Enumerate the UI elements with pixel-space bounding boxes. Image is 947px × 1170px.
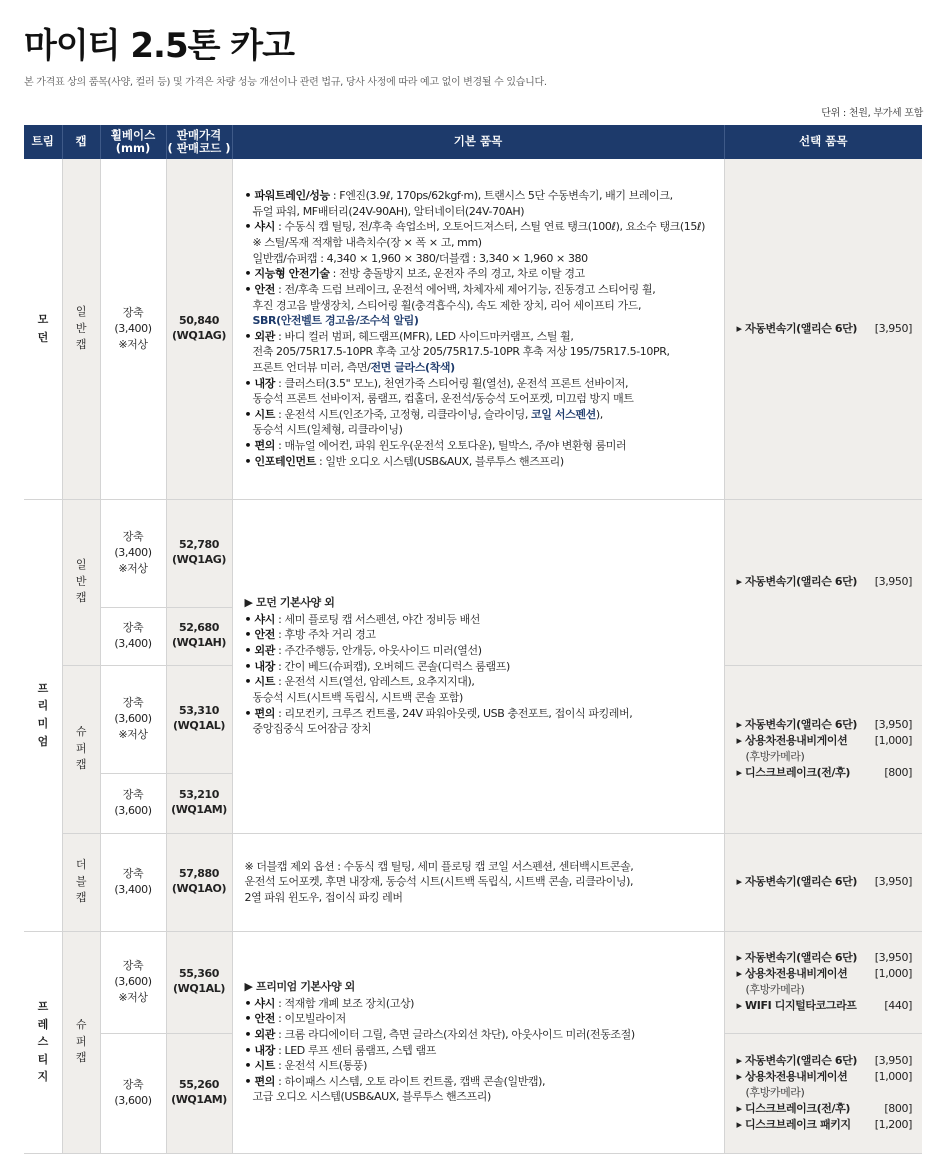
wheelbase-cell: 장축 (3,600) <box>100 1033 166 1153</box>
premium-double-options: ▸ 자동변속기(앨리슨 6단) [3,950] <box>724 833 922 931</box>
wheelbase-cell: 장축 (3,600) ※저상 <box>100 665 166 773</box>
wheelbase-cell: 장축 (3,400) ※저상 <box>100 159 166 499</box>
price-cell: 55,360 (WQ1AL) <box>166 931 232 1033</box>
trim-premium: 프 리 미 엄 <box>24 499 62 931</box>
wheelbase-cell: 장축 (3,400) ※저상 <box>100 499 166 607</box>
table-row <box>24 931 922 1033</box>
wheelbase-cell: 장축 (3,400) <box>100 833 166 931</box>
prestige-highdeck-options: ▸ 자동변속기(앨리슨 6단) [3,950] ▸ 상용차전용내비게이션 [1,000] (후방카메라) ▸ 디스크브레이크(전/후) [800] ▸ 디스크브레이크 패키지 [1,200] <box>724 1033 922 1153</box>
table-row <box>24 159 922 499</box>
wheelbase-cell: 장축 (3,400) <box>100 607 166 665</box>
page-title: 마이티 2.5톤 카고 <box>24 26 294 66</box>
cab-super: 슈 퍼 캡 <box>62 931 100 1153</box>
price-cell: 52,680 (WQ1AH) <box>166 607 232 665</box>
prestige-lowdeck-options: ▸ 자동변속기(앨리슨 6단) [3,950] ▸ 상용차전용내비게이션 [1,000] (후방카메라) ▸ WIFI 디지털타코그라프 [440] <box>724 931 922 1033</box>
cab-general: 일 반 캡 <box>62 159 100 499</box>
header-trim: 트림 <box>24 125 62 159</box>
cab-double: 더 블 캡 <box>62 833 100 931</box>
unit-note: 단위 : 천원, 부가세 포함 <box>821 108 923 119</box>
price-table <box>24 125 922 1154</box>
table-row <box>24 499 922 607</box>
price-cell: 53,210 (WQ1AM) <box>166 773 232 833</box>
modern-basic-items: • 파워트레인/성능 : F엔진(3.9ℓ, 170ps/62kgf·m), 트랜시스 5단 수동변속기, 배기 브레이크, 듀얼 파워, MF배터리(24V-90AH), 알터네이터(24V-70AH) • 샤시 : 수동식 캡 틸팅, 전/후축 쇽업소버, 오토어드져스터, 스틸 연료 탱크(100ℓ), 요소수 탱크(15ℓ) ※ 스틸/목재 적재함 내측치수(장 × 폭 × 고, mm) 일반캡/슈퍼캡 : 4,340 × 1,960 × 380/더블캡 : 3,340 × 1,960 × 380 • 지능형 안전기술 : 전방 충돌방지 보조, 운전자 주의 경고, 차로 이탈 경고 • 안전 : 전/후축 드럼 브레이크, 운전석 에어백, 차체자세 제어기능, 진동경고 스티어링 휠, 후진 경고음 발생장치, 스티어링 휠(충격흡수식), 속도 제한 장치, 리어 세이프티 가드, SBR(안전벨트 경고음/조수석 알림) • 외관 : 바디 컬러 범퍼, 헤드램프(MFR), LED 사이드마커램프, 스틸 휠, 전축 205/75R17.5-10PR 후축 고상 205/75R17.5-10PR 후축 저상 195/75R17.5-10PR, 프론트 언더뷰 미러, 측면/전면 글라스(착색) • 내장 : 클러스터(3.5" 모노), 천연가죽 스티어링 휠(열선), 운전석 프론트 선바이저, 동승석 프론트 선바이저, 룸램프, 컵홀더, 운전석/동승석 도어포켓, 미끄럼 방지 매트 • 시트 : 운전석 시트(인조가죽, 고정형, 리클라이닝, 슬라이딩, 코일 서스펜션), 동승석 시트(일체형, 리클라이닝) • 편의 : 매뉴얼 에어컨, 파워 윈도우(운전석 오토다운), 틸박스, 주/야 변환형 룸미러 • 인포테인먼트 : 일반 오디오 시스템(USB&AUX, 블루투스 핸즈프리) <box>232 159 724 499</box>
header-cab: 캡 <box>62 125 100 159</box>
table-header-row <box>24 125 922 159</box>
premium-general-options: ▸ 자동변속기(앨리슨 6단) [3,950] <box>724 499 922 665</box>
price-cell: 50,840 (WQ1AG) <box>166 159 232 499</box>
price-cell: 57,880 (WQ1AO) <box>166 833 232 931</box>
price-cell: 53,310 (WQ1AL) <box>166 665 232 773</box>
header-basic: 기본 품목 <box>232 125 724 159</box>
header-wheelbase: 휠베이스 (mm) <box>100 125 166 159</box>
table-row <box>24 833 922 931</box>
cab-super: 슈 퍼 캡 <box>62 665 100 833</box>
header-price: 판매가격 ( 판매코드 ) <box>166 125 232 159</box>
wheelbase-cell: 장축 (3,600) <box>100 773 166 833</box>
double-cab-basic-items: ※ 더블캡 제외 옵션 : 수동식 캡 틸팅, 세미 플로팅 캡 코일 서스펜션, 센터백시트콘솔, 운전석 도어포켓, 후면 내장재, 동승석 시트(시트백 독립식, 시트백 콘솔, 리클라이닝), 2열 파워 윈도우, 접이식 파킹 레버 <box>232 833 724 931</box>
price-cell: 52,780 (WQ1AG) <box>166 499 232 607</box>
price-notice: 본 가격표 상의 품목(사양, 컬러 등) 및 가격은 차량 성능 개선이나 관련 법규, 당사 사정에 따라 예고 없이 변경될 수 있습니다. <box>24 77 547 88</box>
cab-general: 일 반 캡 <box>62 499 100 665</box>
price-cell: 55,260 (WQ1AM) <box>166 1033 232 1153</box>
modern-options: ▸ 자동변속기(앨리슨 6단) [3,950] <box>724 159 922 499</box>
premium-super-options: ▸ 자동변속기(앨리슨 6단) [3,950] ▸ 상용차전용내비게이션 [1,000] (후방카메라) ▸ 디스크브레이크(전/후) [800] <box>724 665 922 833</box>
wheelbase-cell: 장축 (3,600) ※저상 <box>100 931 166 1033</box>
premium-basic-items: ▶ 모던 기본사양 외 • 샤시 : 세미 플로팅 캡 서스펜션, 야간 정비등 배선 • 안전 : 후방 주차 거리 경고 • 외관 : 주간주행등, 안개등, 아웃사이드 미러(열선) • 내장 : 간이 베드(슈퍼캡), 오버헤드 콘솔(디럭스 룸램프) • 시트 : 운전석 시트(열선, 암레스트, 요추지지대), 동승석 시트(시트백 독립식, 시트백 콘솔 포함) • 편의 : 리모컨키, 크루즈 컨트롤, 24V 파워아웃렛, USB 충전포트, 접이식 파킹레버, 중앙집중식 도어잠금 장치 <box>232 499 724 833</box>
trim-prestige: 프 레 스 티 지 <box>24 931 62 1153</box>
trim-modern: 모 던 <box>24 159 62 499</box>
prestige-basic-items: ▶ 프리미엄 기본사양 외 • 샤시 : 적재함 개폐 보조 장치(고상) • 안전 : 이모빌라이저 • 외관 : 크롬 라디에이터 그릴, 측면 글라스(자외선 차단), 아웃사이드 미러(전동조절) • 내장 : LED 루프 센터 룸램프, 스텝 램프 • 시트 : 운전석 시트(통풍) • 편의 : 하이패스 시스템, 오토 라이트 컨트롤, 캡백 콘솔(일반캡), 고급 오디오 시스템(USB&AUX, 블루투스 핸즈프리) <box>232 931 724 1153</box>
header-options: 선택 품목 <box>724 125 922 159</box>
